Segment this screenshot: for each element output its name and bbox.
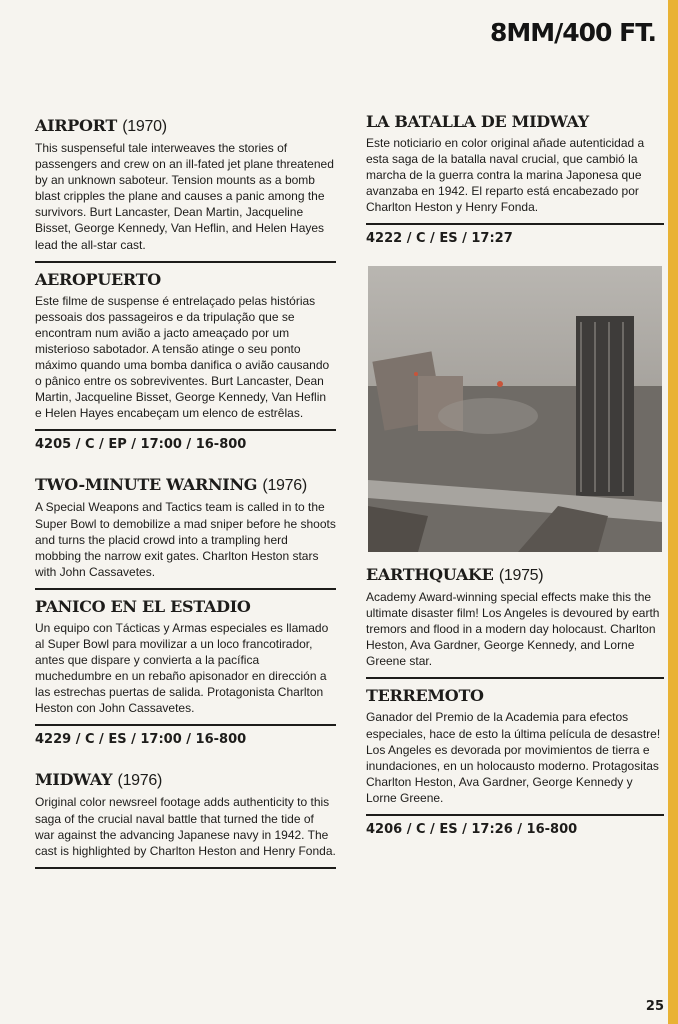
entry-year: (1976)	[262, 477, 307, 495]
right-column-lower	[366, 564, 664, 837]
entry-year: (1976)	[117, 772, 162, 790]
divider	[35, 588, 336, 590]
entry-earthquake	[366, 564, 664, 669]
entry-description: Original color newsreel footage adds authenticity to this saga of the crucial naval battle that turned the tide of war against the advancing Japanese navy in 1942. The cast is highlighted by Charlton Heston and Henry Fonda.	[35, 795, 336, 858]
entry-title	[35, 769, 336, 792]
entry-terremoto	[366, 685, 664, 806]
entry-title	[366, 564, 664, 587]
entry-description: This suspenseful tale interweaves the stories of passengers and crew on an ill-fated jet plane threatened by an unknown saboteur. Tension mounts as a bomb blast cripples the plane and causes a panic among the survivors. Burt Lancaster, Dean Martin, Jacqueline Bisset, George Kennedy, Van Heflin, and Helen Hayes lead the all-star cast.	[35, 141, 334, 252]
entry-description: Un equipo con Tácticas y Armas especiales es llamado al Super Bowl para movilizar a un loco francotirador, antes que dispare y convierta a la pacífica muchedumbre en un rebaño apisonador en dirección a las estrechas puertas de salida. Protagonista Charlton Heston con John Cassavetes.	[35, 620, 329, 716]
entry-panico	[35, 596, 336, 717]
entry-title	[35, 474, 336, 497]
divider	[35, 261, 336, 263]
entry-title: TERREMOTO	[366, 686, 484, 706]
divider	[366, 677, 664, 679]
entry-midway	[35, 769, 336, 858]
entry-description: Este filme de suspense é entrelaçado pelas histórias pessoais dos passageiros e da tripulação que se encontram num avião a jacto ameaçado por um misterioso sabotador. A tensão atinge o seu ponto máximo quando uma bomba danifica o avião causando o pânico entre os sobreviventes. Burt Lancaster, Dean Martin, Jacqueline Bisset, George Kennedy, Van Heflin e Helen Hayes encabeçam um elenco de estrêlas.	[35, 293, 330, 421]
catalog-code: 4206 / C / ES / 17:26 / 16-800	[366, 822, 578, 838]
divider	[366, 223, 664, 225]
title-text: MIDWAY	[35, 770, 113, 790]
divider	[366, 814, 664, 816]
catalog-code: 4222 / C / ES / 17:27	[366, 231, 513, 247]
entry-aeropuerto	[35, 269, 336, 422]
divider	[35, 724, 336, 726]
entry-title: PANICO EN EL ESTADIO	[35, 596, 251, 616]
earthquake-photo	[368, 266, 662, 552]
title-text: AIRPORT	[35, 116, 117, 135]
entry-title: AEROPUERTO	[35, 269, 161, 289]
entry-title	[35, 115, 336, 138]
title-text: TWO-MINUTE WARNING	[35, 475, 258, 495]
entry-airport	[35, 115, 336, 253]
title-text: EARTHQUAKE	[366, 565, 494, 584]
entry-batalla	[366, 111, 664, 215]
left-column	[35, 115, 336, 875]
entry-description: Ganador del Premio de la Academia para efectos especiales, hace de esto la última película de desastre! Los Angeles es devorada por movimientos de tierra e inundaciones, en un holocausto moderno. Protagositas Charlton Heston, Ava Gardner, George Kennedy y Lorne Greene.	[366, 710, 661, 805]
entry-description: Este noticiario en color original añade autenticidad a esta saga de la batalla naval crucial, que cambió la marcha de la guerra contra la marina Japonesa que avanzaba en 1942. El reparto está encabezado por Charlton Heston y Henry Fonda.	[366, 136, 645, 215]
page-header: 8MM/400 FT.	[489, 18, 656, 47]
entry-title: LA BATALLA DE MIDWAY	[366, 112, 589, 131]
page-edge-stripe	[668, 0, 678, 1024]
entry-description: A Special Weapons and Tactics team is called in to the Super Bowl to demobilize a mad sniper before he shoots and turns the placid crowd into a trampling herd mobbing the narrow exit gates. Charlton Heston stars with John Cassavetes.	[35, 500, 336, 579]
entry-year: (1975)	[498, 567, 544, 584]
divider	[35, 867, 336, 869]
page-number: 25	[645, 999, 664, 1014]
catalog-code: 4229 / C / ES / 17:00 / 16-800	[35, 732, 247, 748]
divider	[35, 429, 336, 431]
catalog-code: 4205 / C / EP / 17:00 / 16-800	[35, 437, 247, 453]
entry-description: Academy Award-winning special effects make this the ultimate disaster film! Los Angeles is devoured by earth tremors and flood in a modern day holocaust. Charlton Heston, Ava Gardner, George Kennedy, and Lorne Greene star.	[366, 590, 660, 669]
entry-two-minute-warning	[35, 474, 336, 579]
right-column	[366, 111, 664, 246]
entry-year: (1970)	[122, 118, 167, 135]
